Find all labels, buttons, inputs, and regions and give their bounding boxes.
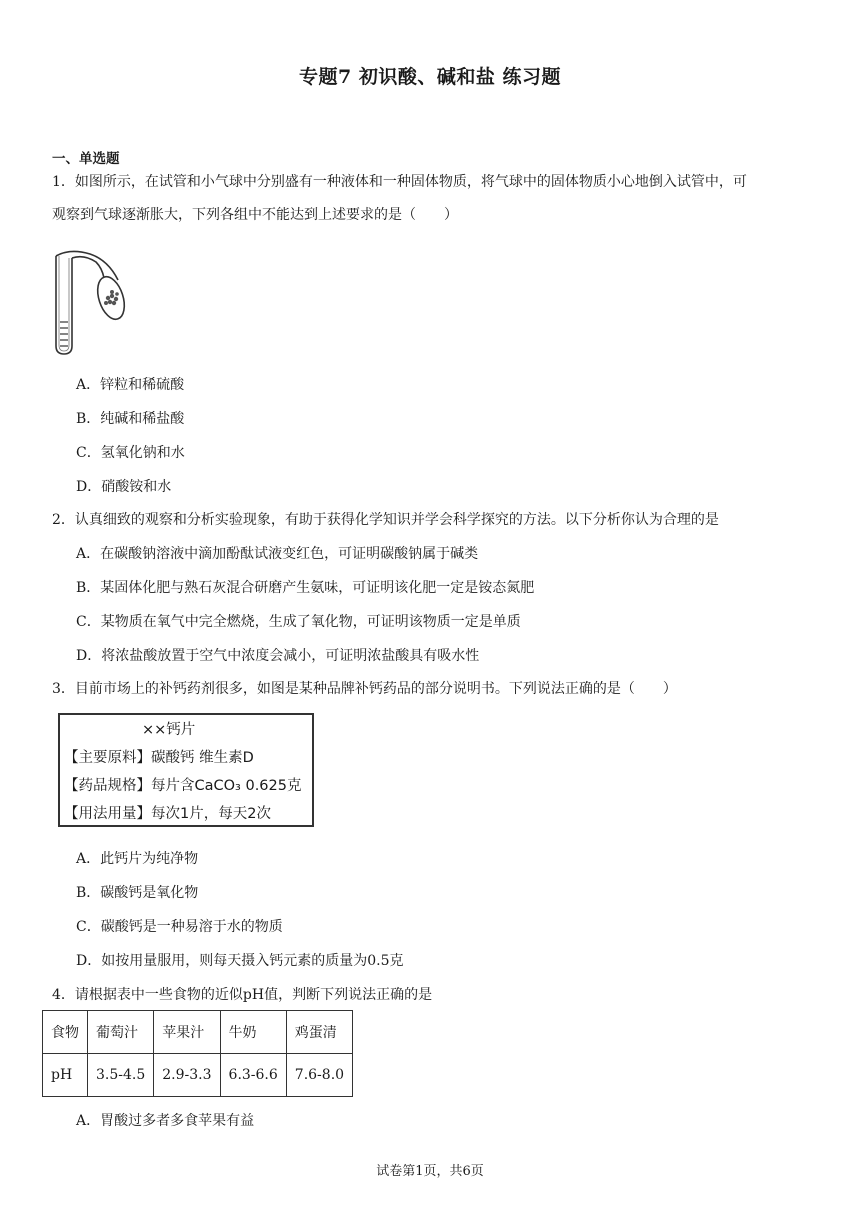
- food-ph-table: [42, 1010, 353, 1097]
- table-cell: 葡萄汁: [88, 1011, 154, 1054]
- q2-option-b: B．某固体化肥与熟石灰混合研磨产生氨味，可证明该化肥一定是铵态氮肥: [76, 580, 535, 596]
- q3-option-d: D．如按用量服用，则每天摄入钙元素的质量为0.5克: [76, 953, 404, 969]
- question-4-text: 4．请根据表中一些食物的近似pH值，判断下列说法正确的是: [52, 987, 433, 1003]
- label-dosage: 【用法用量】每次1片，每天2次: [64, 806, 271, 822]
- table-cell: 食物: [43, 1011, 88, 1054]
- calcium-tablet-label: [58, 713, 314, 827]
- page-title: 专题7 初识酸、碱和盐 练习题: [299, 66, 561, 88]
- table-cell: 鸡蛋清: [286, 1011, 352, 1054]
- q4-option-a: A．胃酸过多者多食苹果有益: [76, 1113, 255, 1129]
- q2-option-c: C．某物质在氧气中完全燃烧，生成了氧化物，可证明该物质一定是单质: [76, 614, 521, 630]
- q1-option-b: B．纯碱和稀盐酸: [76, 411, 185, 427]
- table-cell: 2.9-3.3: [154, 1054, 220, 1097]
- table-cell: 6.3-6.6: [220, 1054, 286, 1097]
- q3-option-c: C．碳酸钙是一种易溶于水的物质: [76, 919, 283, 935]
- question-1-text-line1: 1．如图所示，在试管和小气球中分别盛有一种液体和一种固体物质，将气球中的固体物质小心地倒入试管中，可: [52, 174, 747, 190]
- q3-option-b: B．碳酸钙是氧化物: [76, 885, 199, 901]
- table-header-row: [43, 1011, 353, 1054]
- question-1-text-line2: 观察到气球逐渐胀大，下列各组中不能达到上述要求的是（ ）: [52, 207, 458, 223]
- q1-option-a: A．锌粒和稀硫酸: [76, 377, 185, 393]
- label-product-name: ××钙片: [142, 722, 196, 738]
- test-tube-balloon-figure: [50, 250, 130, 358]
- section-heading: 一、单选题: [52, 151, 120, 167]
- label-ingredients: 【主要原料】碳酸钙 维生素D: [64, 750, 254, 766]
- label-specification: 【药品规格】每片含CaCO₃ 0.625克: [64, 778, 302, 794]
- q3-option-a: A．此钙片为纯净物: [76, 851, 199, 867]
- q1-option-d: D．硝酸铵和水: [76, 479, 172, 495]
- question-3-text: 3．目前市场上的补钙药剂很多，如图是某种品牌补钙药品的部分说明书。下列说法正确的是（ ）: [52, 681, 677, 697]
- table-row: [43, 1054, 353, 1097]
- table-cell: pH: [43, 1054, 88, 1097]
- table-cell: 3.5-4.5: [88, 1054, 154, 1097]
- table-cell: 牛奶: [220, 1011, 286, 1054]
- q1-option-c: C．氢氧化钠和水: [76, 445, 185, 461]
- question-2-text: 2．认真细致的观察和分析实验现象，有助于获得化学知识并学会科学探究的方法。以下分析你认为合理的是: [52, 512, 719, 528]
- table-cell: 苹果汁: [154, 1011, 220, 1054]
- table-cell: 7.6-8.0: [286, 1054, 352, 1097]
- page-footer: 试卷第1页，共6页: [376, 1164, 484, 1179]
- q2-option-d: D．将浓盐酸放置于空气中浓度会减小，可证明浓盐酸具有吸水性: [76, 648, 480, 664]
- q2-option-a: A．在碳酸钠溶液中滴加酚酞试液变红色，可证明碳酸钠属于碱类: [76, 546, 479, 562]
